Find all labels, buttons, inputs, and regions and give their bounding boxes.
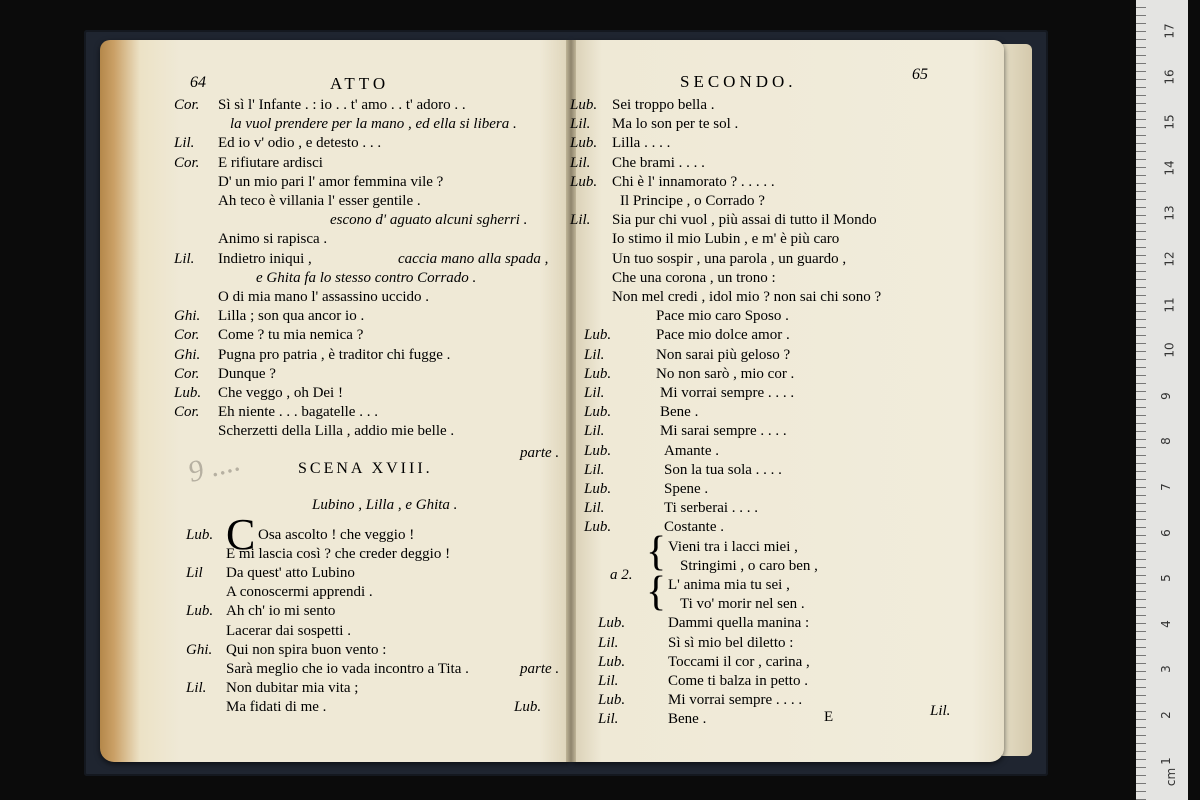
verse-line: Toccami il cor , carina , [668, 653, 810, 670]
scene-characters: Lubino , Lilla , e Ghita . [312, 496, 458, 513]
stage-direction: parte . [520, 661, 560, 677]
speaker-label: Lub. [186, 603, 214, 620]
speaker-label: Lub. [584, 442, 612, 459]
verse-line: Da quest' atto Lubino [226, 565, 355, 581]
verse-line: Ah ch' io mi sento [226, 603, 336, 620]
verse-line: Sei troppo bella . [612, 97, 715, 113]
duet-line: Ti vo' morir nel sen . [680, 596, 805, 613]
ruler-number: 12 [1162, 251, 1177, 267]
verse-line: Come ? tu mia nemica ? [218, 327, 364, 344]
verse-line: Mi vorrai sempre . . . . [660, 385, 795, 401]
verse-line: Che una corona , un trono : [612, 269, 776, 286]
drop-cap: C [226, 509, 256, 559]
verse-line: Scherzetti della Lilla , addio mie belle . [218, 423, 455, 440]
speaker-label: Lil. [174, 250, 195, 267]
ruler-number: 13 [1162, 205, 1177, 222]
verse-line: Dunque ? [218, 365, 276, 382]
speaker-label: Lil. [598, 634, 619, 651]
running-head: ATTO [330, 74, 390, 93]
speaker-label: Lub. [570, 97, 598, 113]
verse-line: Ma lo son per te sol . [612, 116, 739, 133]
page-number: 65 [912, 66, 928, 83]
exit-direction: parte . [520, 444, 560, 461]
verse-line: Che brami . . . . [612, 154, 705, 171]
ruler-unit: cm [1164, 767, 1179, 787]
verse-line: Sì sì mio bel diletto : [668, 634, 794, 651]
verse-line: Lilla . . . . [612, 135, 671, 152]
verse-line: No non sarò , mio cor . [656, 365, 795, 382]
verse-line: Son la tua sola . . . . [664, 461, 782, 478]
ruler-number: 11 [1162, 296, 1177, 313]
verse-line: Sia pur chi vuol , più assai di tutto il Mondo [612, 212, 877, 229]
ruler-number: 1 [1158, 756, 1173, 765]
duet-label: a 2. [610, 566, 633, 583]
verse-line: Lilla ; son qua ancor io . [218, 308, 365, 325]
verse-line: Eh niente . . . bagatelle . . . [218, 404, 378, 421]
verse-line: Pace mio dolce amor . [656, 327, 790, 344]
speaker-label: Lub. [584, 404, 612, 421]
ruler-number: 17 [1162, 23, 1177, 39]
ruler-number: 15 [1162, 114, 1177, 130]
ruler-number: 14 [1162, 160, 1177, 176]
speaker-label: Lil. [174, 135, 195, 152]
verse-line: escono d' aguato alcuni sgherri . [330, 212, 528, 229]
verse-line: Pace mio caro Sposo . [656, 308, 789, 325]
ruler-number: 2 [1158, 711, 1173, 719]
speaker-label: Lub. [584, 519, 612, 536]
speaker-label: Cor. [174, 327, 200, 344]
speaker-label: Ghi. [174, 308, 201, 325]
pencil-note: 9 .... [184, 443, 244, 489]
verse-line: Bene . [660, 404, 699, 421]
verse-line: Mi vorrai sempre . . . . [668, 692, 803, 709]
ruler-number: 9 [1158, 391, 1173, 400]
verse-line: e Ghita fa lo stesso contro Corrado . [256, 269, 477, 286]
speaker-label: Lil. [186, 680, 207, 697]
verse-line: Sì sì l' Infante . : io . . t' amo . . t' adoro . . [218, 97, 466, 113]
running-head: SECONDO. [680, 72, 797, 91]
speaker-label: Ghi. [174, 346, 201, 363]
ruler-number: 4 [1158, 619, 1173, 628]
ruler-number: 10 [1162, 342, 1177, 358]
speaker-label: Ghi. [186, 641, 213, 658]
verse-line: E mi lascia così ? che creder deggio ! [226, 545, 451, 562]
verse-line: Lacerar dai sospetti . [226, 622, 351, 639]
ruler-number: 7 [1158, 483, 1173, 491]
ruler-number: 8 [1158, 437, 1173, 446]
speaker-label: Cor. [174, 97, 200, 113]
ruler-number: 3 [1158, 665, 1173, 674]
stage-direction: caccia mano alla spada , [398, 250, 549, 267]
speaker-label: Lil. [570, 154, 591, 171]
verse-line: Animo si rapisca . [218, 231, 328, 248]
verse-line: E rifiutare ardisci [218, 154, 323, 171]
verse-line: Costante . [664, 519, 724, 536]
duet-brace-bottom: { [646, 568, 667, 615]
verse-line: D' un mio pari l' amor femmina vile ? [218, 173, 444, 190]
verse-line: Qui non spira buon vento : [226, 641, 387, 658]
verse-line: Non sarai più geloso ? [656, 346, 791, 363]
verse-line: Amante . [664, 442, 719, 459]
duet-line: L' anima mia tu sei , [668, 577, 790, 593]
verse-line: Spene . [664, 481, 709, 497]
duet-line: Stringimi , o caro ben , [680, 557, 818, 574]
ruler-number: 6 [1158, 528, 1173, 537]
speaker-label: Lub. [584, 481, 612, 497]
speaker-label: Lil [186, 565, 203, 581]
stage-direction: Lub. [514, 699, 542, 716]
speaker-label: Lil. [570, 212, 591, 229]
verse-line: Mi sarai sempre . . . . [660, 423, 787, 440]
speaker-label: Lil. [598, 711, 619, 728]
speaker-label: Lil. [584, 461, 605, 478]
verse-line: Chi è l' innamorato ? . . . . . [612, 173, 775, 190]
verse-line: O di mia mano l' assassino uccido . [218, 289, 430, 305]
verse-line: Che veggo , oh Dei ! [218, 385, 343, 401]
verse-line: Indietro iniqui , [218, 250, 312, 267]
speaker-label: Lub. [570, 135, 598, 152]
speaker-label: Lil. [584, 346, 605, 363]
speaker-label: Lub. [174, 385, 202, 401]
duet-brace-top: { [646, 528, 667, 575]
verse-line: Osa ascolto ! che veggio ! [258, 526, 415, 543]
verse-line: A conoscermi apprendi . [226, 584, 373, 601]
verse-line: la vuol prendere per la mano , ed ella si libera . [230, 116, 517, 133]
speaker-label: Lil. [584, 423, 605, 440]
verse-line: Non dubitar mia vita ; [226, 680, 359, 697]
verse-line: Ma fidati di me . [226, 699, 327, 716]
ruler-number: 16 [1162, 68, 1177, 85]
speaker-label: Lub. [598, 615, 626, 632]
verse-line: Il Principe , o Corrado ? [620, 193, 765, 209]
ruler-number: 5 [1158, 574, 1173, 583]
speaker-label: Lil. [570, 116, 591, 133]
catchword: Lil. [930, 702, 951, 719]
speaker-label: Lub. [584, 327, 612, 344]
speaker-label: Lil. [598, 673, 619, 689]
verse-line: Dammi quella manina : [668, 615, 810, 632]
page-edges [1002, 44, 1032, 756]
speaker-label: Lub. [186, 526, 214, 543]
speaker-label: Cor. [174, 404, 200, 421]
speaker-label: Lub. [584, 365, 612, 382]
verse-line: Ed io v' odio , e detesto . . . [218, 135, 382, 152]
signature-mark: E [824, 708, 834, 725]
duet-line: Vieni tra i lacci miei , [668, 538, 798, 555]
speaker-label: Cor. [174, 365, 200, 382]
speaker-label: Lub. [598, 692, 626, 709]
speaker-label: Lub. [570, 173, 598, 190]
verse-line: Bene . [668, 711, 707, 728]
speaker-label: Lil. [584, 385, 605, 401]
verse-line: Ah teco è villania l' esser gentile . [218, 193, 421, 209]
scene-title: SCENA XVIII. [298, 459, 433, 477]
verse-line: Sarà meglio che io vada incontro a Tita . [226, 661, 469, 677]
page-number: 64 [190, 74, 206, 91]
speaker-label: Lub. [598, 653, 626, 670]
verse-line: Come ti balza in petto . [668, 673, 808, 689]
verse-line: Ti serberai . . . . [664, 500, 759, 517]
speaker-label: Cor. [174, 154, 200, 171]
speaker-label: Lil. [584, 500, 605, 517]
verse-line: Non mel credi , idol mio ? non sai chi sono ? [612, 289, 882, 305]
verse-line: Io stimo il mio Lubin , e m' è più caro [612, 231, 840, 248]
verse-line: Un tuo sospir , una parola , un guardo , [612, 250, 847, 267]
verse-line: Pugna pro patria , è traditor chi fugge . [218, 346, 451, 363]
